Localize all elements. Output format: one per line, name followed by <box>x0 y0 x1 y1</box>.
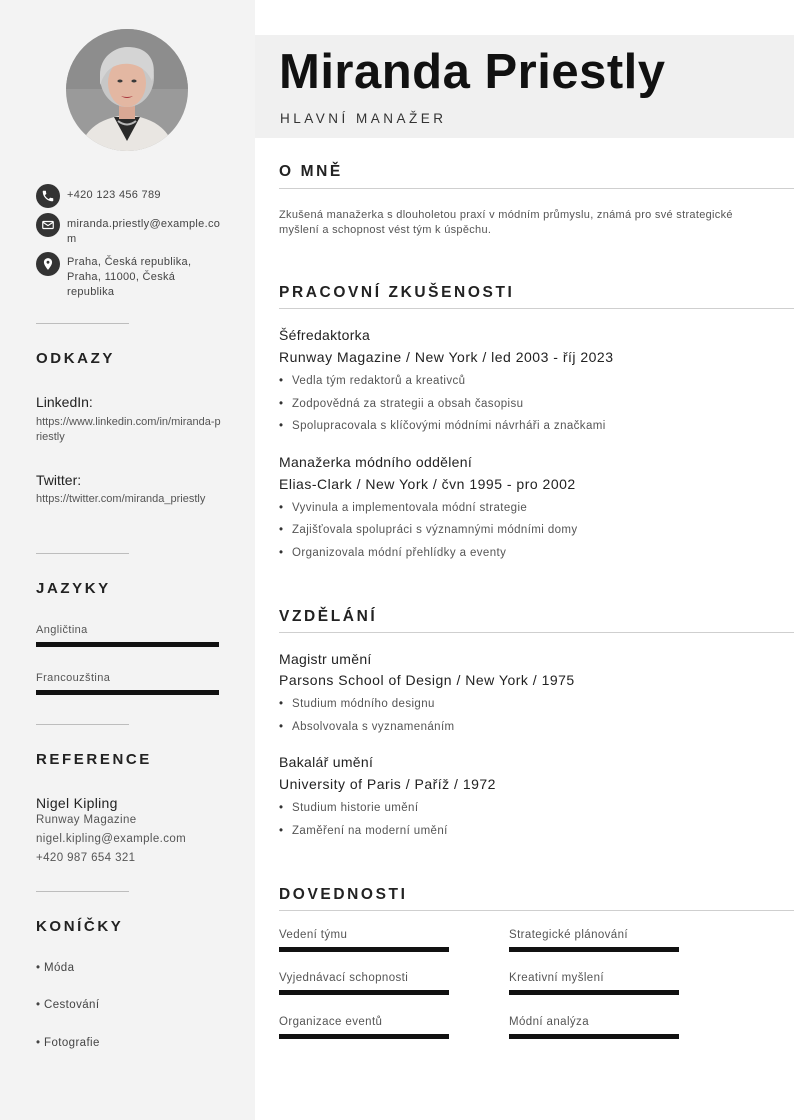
hobbies-heading: KONÍČKY <box>36 918 124 935</box>
job-details: Elias-Clark / New York / čvn 1995 - pro 2002 <box>279 476 576 492</box>
skill-name: Organizace eventů <box>279 1016 383 1028</box>
email-address[interactable]: miranda.priestly@example.com <box>67 218 221 245</box>
linkedin-label: LinkedIn: <box>36 394 93 410</box>
skills-heading: DOVEDNOSTI <box>279 886 408 903</box>
language-level-fill <box>36 642 219 647</box>
job-bullet: • Spolupracovala s klíčovými módními návrháři a značkami <box>279 420 606 432</box>
reference-company: Runway Magazine <box>36 814 137 826</box>
job-title: HLAVNÍ MANAŽER <box>280 111 447 126</box>
skill-level-bar <box>279 1034 449 1039</box>
phone-number: +420 123 456 789 <box>67 189 161 201</box>
profile-photo <box>66 29 188 151</box>
skill-level-fill <box>509 990 679 995</box>
sidebar-divider <box>36 891 129 892</box>
experience-heading: PRACOVNÍ ZKUŠENOSTI <box>279 284 515 301</box>
education-bullet: • Studium historie umění <box>279 802 418 814</box>
twitter-label: Twitter: <box>36 472 82 488</box>
phone-icon <box>36 184 60 208</box>
section-rule <box>279 910 794 911</box>
twitter-link[interactable]: https://twitter.com/miranda_priestly <box>36 493 206 505</box>
degree-title: Magistr umění <box>279 651 372 667</box>
reference-name: Nigel Kipling <box>36 795 118 811</box>
skill-level-bar <box>279 947 449 952</box>
sidebar-divider <box>36 553 129 554</box>
skill-name: Kreativní myšlení <box>509 972 604 984</box>
skill-level-fill <box>509 1034 679 1039</box>
skill-level-fill <box>279 990 449 995</box>
linkedin-link[interactable]: https://www.linkedin.com/in/miranda-priestly <box>36 416 221 443</box>
hobby-item: • Fotografie <box>36 1037 100 1049</box>
education-bullet: • Studium módního designu <box>279 698 435 710</box>
degree-title: Bakalář umění <box>279 754 374 770</box>
reference-phone: +420 987 654 321 <box>36 852 136 864</box>
job-bullet: • Zodpovědná za strategii a obsah časopisu <box>279 398 523 410</box>
section-rule <box>279 188 794 189</box>
skill-name: Módní analýza <box>509 1016 589 1028</box>
skill-name: Vedení týmu <box>279 929 348 941</box>
hobby-item: • Móda <box>36 962 75 974</box>
skill-level-bar <box>509 990 679 995</box>
skill-name: Vyjednávací schopnosti <box>279 972 409 984</box>
language-level-fill <box>36 690 219 695</box>
job-role: Šéfredaktorka <box>279 327 371 343</box>
skill-level-fill <box>509 947 679 952</box>
degree-details: University of Paris / Paříž / 1972 <box>279 776 496 792</box>
sidebar-divider <box>36 724 129 725</box>
skill-level-bar <box>279 990 449 995</box>
contact-address <box>36 252 222 300</box>
references-heading: REFERENCE <box>36 751 152 768</box>
contact-phone <box>36 184 222 208</box>
section-rule <box>279 632 794 633</box>
language-level-bar <box>36 642 219 647</box>
skill-level-fill <box>279 1034 449 1039</box>
language-level-bar <box>36 690 219 695</box>
language-name: Angličtina <box>36 624 88 636</box>
skill-level-bar <box>509 947 679 952</box>
links-heading: ODKAZY <box>36 350 115 367</box>
postal-address: Praha, Česká republika, Praha, 11000, Česká republika <box>67 256 192 298</box>
languages-heading: JAZYKY <box>36 580 111 597</box>
reference-email[interactable]: nigel.kipling@example.com <box>36 833 187 845</box>
language-name: Francouzština <box>36 672 111 684</box>
education-heading: VZDĚLÁNÍ <box>279 608 378 625</box>
education-bullet: • Absolvovala s vyznamenáním <box>279 721 455 733</box>
skill-name: Strategické plánování <box>509 929 628 941</box>
about-heading: O MNĚ <box>279 163 343 180</box>
contact-email <box>36 213 222 247</box>
education-bullet: • Zaměření na moderní umění <box>279 825 448 837</box>
job-details: Runway Magazine / New York / led 2003 - říj 2023 <box>279 349 614 365</box>
about-text: Zkušená manažerka s dlouholetou praxí v módním průmyslu, známá pro své strategické myšlení a schopnost vést tým k úspěchu. <box>279 209 733 236</box>
job-bullet: • Organizovala módní přehlídky a eventy <box>279 547 506 559</box>
sidebar-divider <box>36 323 129 324</box>
skill-level-bar <box>509 1034 679 1039</box>
job-bullet: • Vyvinula a implementovala módní strategie <box>279 502 527 514</box>
job-bullet: • Vedla tým redaktorů a kreativců <box>279 375 465 387</box>
section-rule <box>279 308 794 309</box>
skill-level-fill <box>279 947 449 952</box>
location-icon <box>36 252 60 276</box>
email-icon <box>36 213 60 237</box>
degree-details: Parsons School of Design / New York / 1975 <box>279 672 575 688</box>
sidebar <box>0 0 255 1120</box>
person-name: Miranda Priestly <box>279 45 666 99</box>
job-role: Manažerka módního oddělení <box>279 454 473 470</box>
hobby-item: • Cestování <box>36 999 100 1011</box>
job-bullet: • Zajišťovala spolupráci s významnými módními domy <box>279 524 578 536</box>
